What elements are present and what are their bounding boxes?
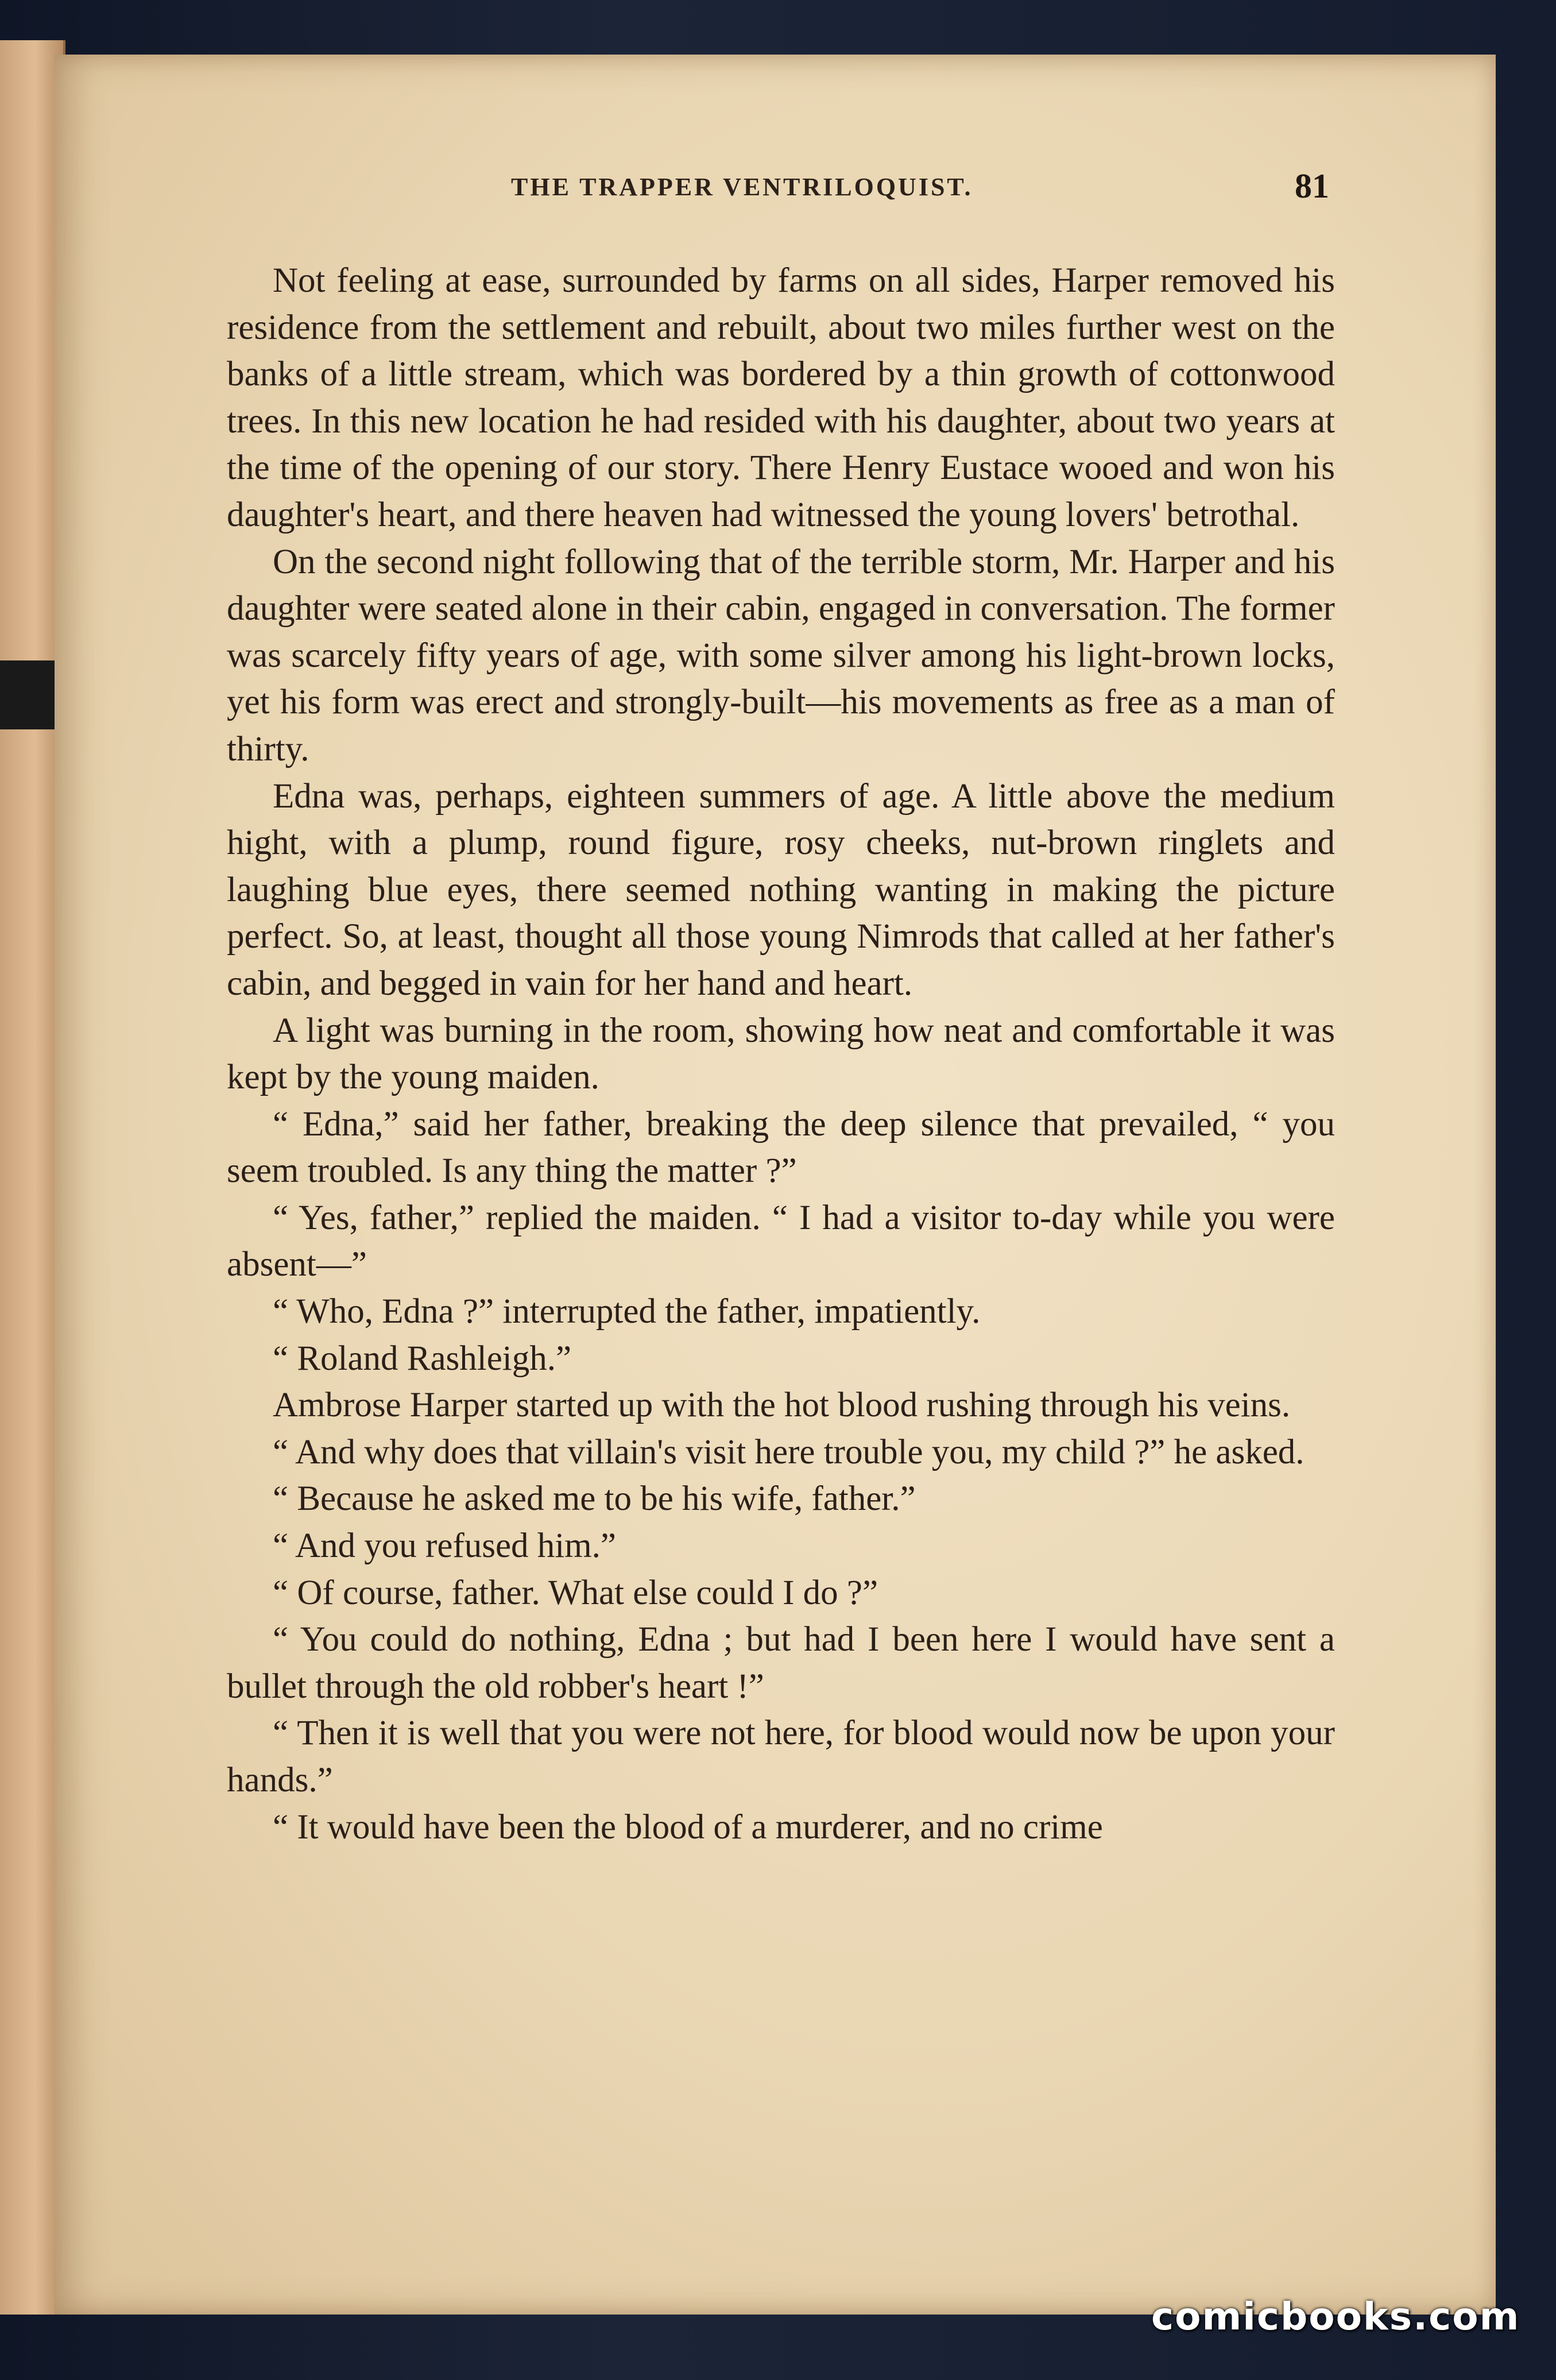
paragraph: On the second night following that of the terrible storm, Mr. Harper and his daughter were seated alone in their cabin, engaged in conversation. The former was scarcely fifty years of age, with some silver among his light-brown locks, yet his form was erect and strongly-built—his movements as free as a man of thirty. (227, 542, 1335, 768)
paragraph: “ It would have been the blood of a murderer, and no crime (273, 1807, 1103, 1846)
paragraph: “ Because he asked me to be his wife, father.” (273, 1479, 916, 1519)
paragraph: “ Yes, father,” replied the maiden. “ I had a visitor to-day while you were absent—” (227, 1198, 1335, 1284)
paragraph: Edna was, perhaps, eighteen summers of age. A little above the medium hight, with a plump, round figure, rosy cheeks, nut-brown ringlets and laughing blue eyes, there seemed nothing wanting in making the picture perfect. So, at least, thought all those young Nimrods that called at her father's cabin, and begged in vain for her hand and heart. (227, 776, 1335, 1003)
paragraph: “ Edna,” said her father, breaking the deep silence that prevailed, “ you seem troubled. Is any thing the matter ?” (227, 1104, 1335, 1191)
page-number: 81 (1295, 167, 1329, 205)
paragraph: Ambrose Harper started up with the hot blood rushing through his veins. (273, 1386, 1291, 1425)
paragraph: “ You could do nothing, Edna ; but had I been here I would have sent a bullet through the old robber's heart !” (227, 1620, 1335, 1706)
body-text (227, 257, 1335, 1850)
running-head: THE TRAPPER VENTRILOQUIST. (511, 173, 973, 201)
paragraph: Not feeling at ease, surrounded by farms on all sides, Harper removed his residence from the settlement and rebuilt, about two miles further west on the banks of a little stream, which was bordered by a thin growth of cottonwood trees. In this new location he had resided with his daughter, about two years at the time of the opening of our story. There Henry Eustace wooed and won his daughter's heart, and there heaven had witnessed the young lovers' betrothal. (227, 261, 1335, 534)
watermark: comicbooks.com (1151, 2294, 1520, 2339)
paragraph: “ And why does that villain's visit here trouble you, my child ?” he asked. (273, 1432, 1305, 1471)
paragraph: “ Who, Edna ?” interrupted the father, impatiently. (273, 1292, 981, 1331)
paragraph: “ Roland Rashleigh.” (273, 1339, 572, 1378)
paragraph: “ Of course, father. What else could I do ?” (273, 1573, 878, 1612)
paragraph: “ And you refused him.” (273, 1527, 616, 1566)
paragraph: “ Then it is well that you were not here, for blood would now be upon your hands.” (227, 1714, 1335, 1799)
paragraph: A light was burning in the room, showing how neat and comfortable it was kept by the young maiden. (227, 1011, 1335, 1097)
